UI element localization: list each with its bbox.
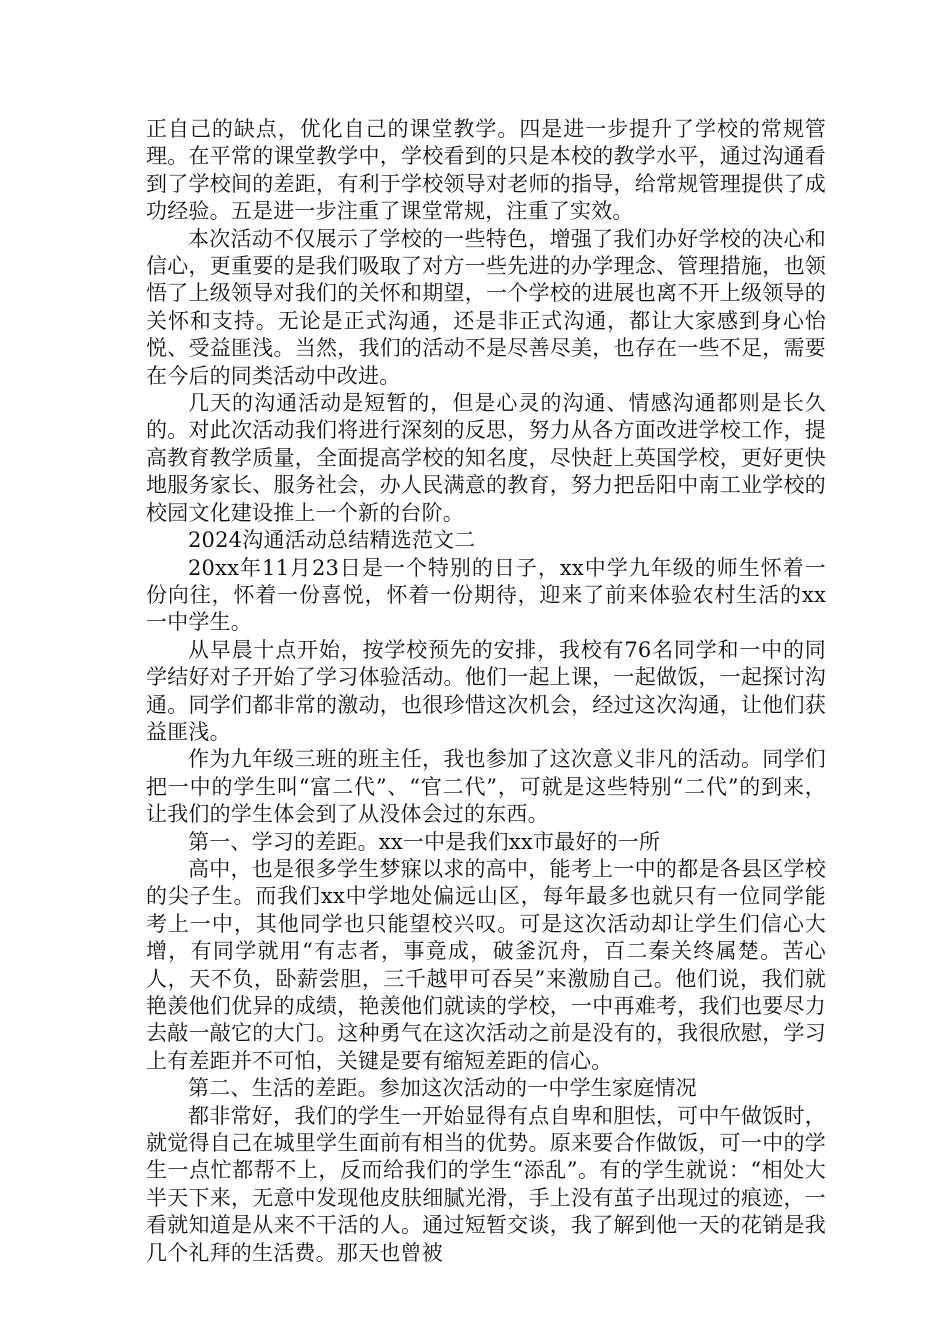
paragraph-life-gap-heading: 第二、生活的差距。参加这次活动的一中学生家庭情况 [188,1076,697,1101]
paragraph-date-intro: 20xx年11月23日是一个特别的日子，xx中学九年级的师生怀着一份向往，怀着一份喜悦，怀着一份期待，迎来了前来体验农村生活的xx一中学生。 [146,555,826,635]
paragraph-teacher-view: 作为九年级三班的班主任，我也参加了这次意义非凡的活动。同学们把一中的学生叫“富二代”、“官二代”，可就是这些特别“二代”的到来，让我们的学生体会到了从没体会过的东西。 [146,747,826,827]
paragraph-activity-significance: 本次活动不仅展示了学校的一些特色，增强了我们办好学校的决心和信心，更重要的是我们吸取了对方一些先进的办学理念、管理措施，也领悟了上级领导对我们的关怀和期望，一个学校的进展也离不开上级领导的关怀和支持。无论是正式沟通，还是非正式沟通，都让大家感到身心怡悦、受益匪浅。当然，我们的活动不是尽善尽美，也存在一些不足，需要在今后的同类活动中改进。 [146,226,826,388]
paragraph-life-gap: 都非常好，我们的学生一开始显得有点自卑和胆怯，可中午做饭时，就觉得自己在城里学生面前有相当的优势。原来要合作做饭，可一中的学生一点忙都帮不上，反而给我们的学生“添乱”。有的学生就说：“相处大半天下来，无意中发现他皮肤细腻光滑，手上没有茧子出现过的痕迹，一看就知道是从来不干活的人。通过短暂交谈，我了解到他一天的花销是我几个礼拜的生活费。那天也曾被 [146,1103,826,1265]
section-heading: 2024沟通活动总结精选范文二 [188,528,476,553]
paragraph-study-gap-heading: 第一、学习的差距。xx一中是我们xx市最好的一所 [188,829,661,854]
paragraph-reflection: 几天的沟通活动是短暂的，但是心灵的沟通、情感沟通都则是长久的。对此次活动我们将进行深刻的反思，努力从各方面改进学校工作，提高教育教学质量，全面提高学校的知名度，尽快赶上英国学校，更好更快地服务家长、服务社会，办人民满意的教育，努力把岳阳中南工业学校的校园文化建设推上一个新的台阶。 [146,391,826,525]
document-page [146,116,826,1267]
paragraph-morning-activity: 从早晨十点开始，按学校预先的安排，我校有76名同学和一中的同学结好对子开始了学习体验活动。他们一起上课，一起做饭，一起探讨沟通。同学们都非常的激动，也很珍惜这次机会，经过这次沟通，让他们获益匪浅。 [146,637,826,744]
paragraph-study-gap: 高中，也是很多学生梦寐以求的高中，能考上一中的都是各县区学校的尖子生。而我们xx中学地处偏远山区，每年最多也就只有一位同学能考上一中，其他同学也只能望校兴叹。可是这次活动却让学生们信心大增，有同学就用“有志者，事竟成，破釜沉舟，百二秦关终属楚。苦心人，天不负，卧薪尝胆，三千越甲可吞吴”来激励自己。他们说，我们就艳羡他们优异的成绩，艳羡他们就读的学校，一中再难考，我们也要尽力去敲一敲它的大门。这种勇气在这次活动之前是没有的，我很欣慰，学习上有差距并不可怕，关键是要有缩短差距的信心。 [146,856,826,1073]
paragraph-continuation: 正自己的缺点，优化自己的课堂教学。四是进一步提升了学校的常规管理。在平常的课堂教学中，学校看到的只是本校的教学水平，通过沟通看到了学校间的差距，有利于学校领导对老师的指导，给常规管理提供了成功经验。五是进一步注重了课堂常规，注重了实效。 [146,117,826,224]
